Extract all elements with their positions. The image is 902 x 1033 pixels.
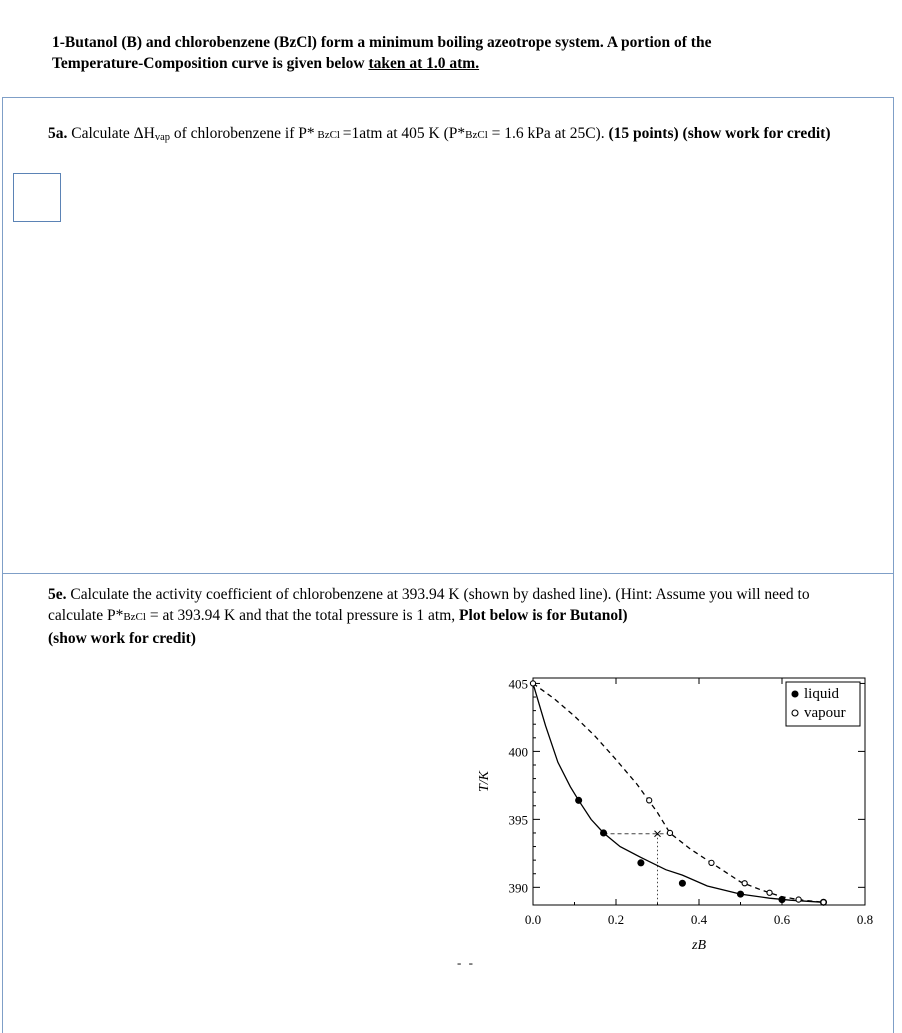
y-axis-label: T/K [477,770,492,793]
vapour-point [821,900,826,905]
q5a-text-3: =1atm at 405 K (P* [342,125,466,142]
y-tick-label: 395 [508,812,528,828]
q5a-points: (15 points) [608,125,679,142]
q5a-bzcl-subscript-1: BzCl [314,129,343,141]
liquid-point [638,860,644,866]
legend-marker [792,691,798,697]
x-tick-label: 0.8 [856,912,874,927]
x-tick-label: 0.6 [773,912,791,927]
q5e-show-work: (show work for credit) [48,630,196,647]
vapour-curve [533,683,824,902]
vapour-point [667,830,672,835]
question-5a-text [48,123,848,146]
question-5e-number: 5e. [48,586,67,603]
question-5e-text [48,584,848,649]
legend-label: liquid [804,686,840,702]
y-tick-label: 405 [508,676,528,692]
q5a-show-work: (show work for credit) [678,125,831,142]
legend-label: vapour [804,705,846,721]
x-axis-label: zB [692,938,706,953]
liquid-point [601,830,607,836]
temperature-composition-chart [440,660,890,960]
x-tick-label: 0.4 [690,912,708,927]
legend-marker [792,710,798,716]
q5a-text-1: Calculate ΔH [67,125,155,142]
intro-line-1: 1-Butanol (B) and chlorobenzene (BzCl) form a minimum boiling azeotrope system. A portion of the [52,34,712,51]
q5a-vap-subscript: vap [154,132,170,143]
y-tick-label: 390 [508,880,528,896]
q5a-text-2: of chlorobenzene if P* [169,125,315,142]
intro-line-2 [52,53,852,74]
liquid-point [576,797,582,803]
vapour-point [767,890,772,895]
q5e-text-2: = at 393.94 K and that the total pressure is 1 atm, [145,607,460,624]
liquid-point [679,880,685,886]
answer-input-box[interactable] [13,173,61,222]
stray-mark: - - [457,955,475,970]
liquid-point [738,891,744,897]
problem-intro [52,32,852,74]
intro-pressure-note: taken at 1.0 atm. [368,55,480,72]
y-tick-label: 400 [508,744,528,760]
vapour-point [647,798,652,803]
vapour-point [530,681,535,686]
x-tick-label: 0.0 [524,912,542,927]
q5a-bzcl-subscript-2: BzCl [465,129,488,141]
question-5a-number: 5a. [48,125,68,142]
q5e-bzcl-subscript: BzCl [123,611,146,623]
vapour-point [796,897,801,902]
vapour-point [709,860,714,865]
question-5a-panel [2,97,894,574]
q5e-text-1: Calculate the activity coefficient of chlorobenzene at 393.94 K (shown by dashed line). (Hint: Assume you will need to calculate P* [48,586,810,624]
liquid-curve [533,683,824,902]
x-tick-label: 0.2 [607,912,625,927]
q5e-plot-note: Plot below is for Butanol) [459,607,628,624]
vapour-point [742,881,747,886]
intro-line-2-text: Temperature-Composition curve is given below [52,55,369,72]
q5a-text-4: = 1.6 kPa at 25C). [487,125,609,142]
